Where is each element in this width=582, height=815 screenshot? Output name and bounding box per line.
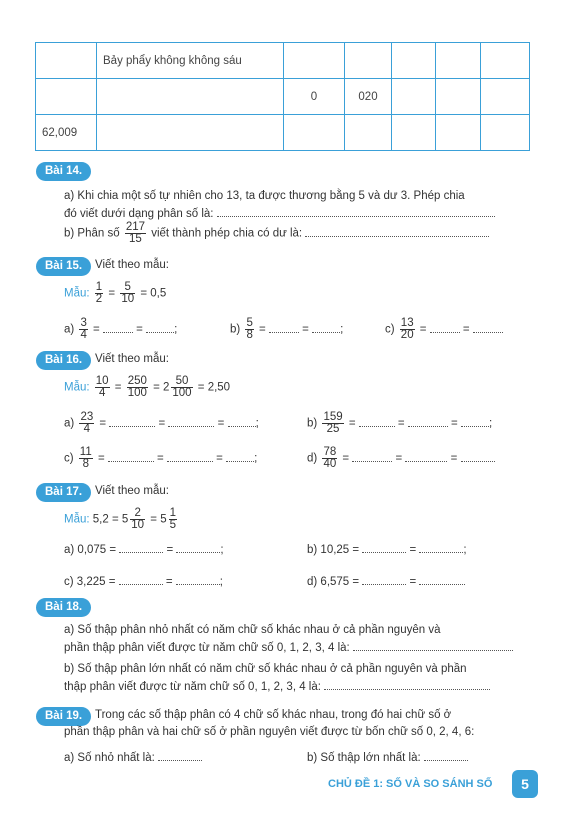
- table-cell: [436, 43, 481, 79]
- table-cell: 0: [284, 79, 345, 115]
- b14-a2-text: đó viết dưới dạng phân số là:: [64, 208, 214, 220]
- numerator: 50: [171, 376, 192, 388]
- fraction: [127, 376, 148, 399]
- b19-line-1: Trong các số thập phân có 4 chữ số khác nhau, trong đó hai chữ số ở: [95, 709, 452, 721]
- table-cell: [345, 43, 392, 79]
- fraction: [79, 447, 93, 470]
- table-cell: [284, 115, 345, 151]
- result: = 0,5: [140, 287, 167, 300]
- fraction: [130, 508, 145, 531]
- denominator: 10: [131, 519, 145, 531]
- b17-example: [64, 508, 179, 531]
- answer-blank[interactable]: [405, 451, 447, 462]
- example-label: Mẫu:: [64, 381, 90, 394]
- table-cell: [481, 79, 530, 115]
- numerator: 2: [130, 508, 145, 520]
- denominator: 4: [83, 423, 91, 435]
- b18-line-b2: [64, 679, 490, 693]
- fraction: [169, 508, 177, 531]
- b18-b2-text: thập phân viết được từ năm chữ số 0, 1, 2, 3, 4 là:: [64, 681, 321, 693]
- table-cell: Bảy phẩy không không sáu: [97, 43, 284, 79]
- item-text: a) 0,075 =: [64, 544, 117, 556]
- example-mid: = 5: [150, 513, 167, 526]
- b14-b-pre: b) Phân số: [64, 227, 120, 240]
- fraction: [79, 318, 87, 341]
- b16-item-a: a) $\frac{23}{4}$ = = = ;: [64, 411, 259, 435]
- b15-item-b: b) $\frac{5}{8}$ = = ;: [230, 317, 344, 341]
- exercise-badge-18: Bài 18.: [36, 598, 91, 617]
- answer-blank[interactable]: [353, 640, 513, 651]
- exercise-badge-14: Bài 14.: [36, 162, 91, 181]
- denominator: 5: [169, 519, 176, 531]
- b18-a2-text: phần thập phân viết được từ năm chữ số 0, 1, 2, 3, 4 là:: [64, 642, 350, 654]
- table-cell: [392, 79, 436, 115]
- answer-blank[interactable]: [167, 451, 213, 462]
- answer-blank[interactable]: [408, 416, 448, 427]
- chapter-title: CHỦ ĐỀ 1: SỐ VÀ SO SÁNH SỐ: [328, 778, 493, 790]
- table-cell: [36, 79, 97, 115]
- table-cell: [392, 115, 436, 151]
- b17-item-c: c) 3,225 = = ;: [64, 576, 223, 588]
- item-label: c): [385, 323, 395, 336]
- table-cell: [97, 79, 284, 115]
- item-label: a): [64, 323, 75, 336]
- item-label: b): [307, 417, 318, 430]
- denominator: 100: [172, 387, 192, 399]
- b14-line-b: [64, 222, 489, 245]
- b17-item-a: a) 0,075 = = ;: [64, 544, 224, 556]
- denominator: 15: [129, 233, 142, 245]
- b19-line-2: phần thập phân và hai chữ số ở phần nguyên viết được từ bốn chữ số 0, 2, 4, 6:: [64, 726, 475, 738]
- numerator: 5: [120, 282, 135, 294]
- answer-blank[interactable]: [419, 542, 463, 553]
- table-cell: [284, 43, 345, 79]
- answer-blank[interactable]: [419, 574, 465, 585]
- answer-blank[interactable]: [119, 574, 163, 585]
- table-cell: [345, 115, 392, 151]
- item-label: b): [230, 323, 241, 336]
- numerator: 217: [125, 221, 146, 233]
- item-label: c): [64, 452, 74, 465]
- numerator: 1: [169, 507, 176, 519]
- exercise-badge-17: Bài 17.: [36, 483, 91, 502]
- fraction: [95, 282, 103, 305]
- b18-line-a1: a) Số thập phân nhỏ nhất có năm chữ số khác nhau ở cả phần nguyên và: [64, 624, 441, 636]
- denominator: 4: [80, 329, 87, 341]
- fraction: [79, 412, 94, 435]
- answer-blank[interactable]: [430, 322, 460, 333]
- fraction: [171, 376, 192, 399]
- item-text: c) 3,225 =: [64, 576, 116, 588]
- b15-item-c: c) $\frac{13}{20}$ = =: [385, 318, 503, 341]
- denominator: 8: [82, 458, 89, 470]
- denominator: 100: [127, 387, 147, 399]
- answer-blank[interactable]: [176, 542, 220, 553]
- b17-title: Viết theo mẫu:: [95, 485, 169, 497]
- fraction: [322, 447, 337, 470]
- answer-blank[interactable]: [109, 416, 155, 427]
- b16-title: Viết theo mẫu:: [95, 353, 169, 365]
- b19-item-b: [307, 750, 468, 764]
- answer-blank[interactable]: [424, 750, 468, 761]
- number-table: [35, 42, 530, 151]
- numerator: 250: [127, 375, 147, 387]
- b18-line-a2: [64, 640, 513, 654]
- table-cell: [436, 79, 481, 115]
- b16-item-d: d) $\frac{78}{40}$ = = =: [307, 447, 495, 470]
- denominator: 25: [326, 423, 340, 435]
- b18-line-b1: b) Số thập phân lớn nhất có năm chữ số khác nhau ở cả phần nguyên và phần: [64, 663, 467, 675]
- denominator: 40: [323, 458, 337, 470]
- example-start: 5,2 = 5: [92, 513, 129, 526]
- answer-blank[interactable]: [269, 322, 299, 333]
- b17-item-b: b) 10,25 = = ;: [307, 544, 467, 556]
- answer-blank[interactable]: [146, 322, 174, 333]
- denominator: 4: [98, 387, 106, 399]
- b16-item-b: b) $\frac{159}{25}$ = = = ;: [307, 411, 493, 435]
- fraction: [120, 282, 135, 305]
- table-cell: [481, 43, 530, 79]
- equals: =: [108, 287, 116, 300]
- numerator: 11: [79, 446, 92, 458]
- table-cell: [436, 115, 481, 151]
- answer-blank[interactable]: [119, 542, 163, 553]
- result: = 2,50: [197, 381, 231, 394]
- numerator: 1: [95, 281, 103, 293]
- b14-b-post: viết thành phép chia có dư là:: [151, 227, 303, 240]
- table-cell: 62,009: [36, 115, 97, 151]
- b15-item-a: a) $\frac{3}{4}$ = = ;: [64, 317, 178, 341]
- b15-title: Viết theo mẫu:: [95, 259, 169, 271]
- exercise-badge-16: Bài 16.: [36, 351, 91, 370]
- denominator: 8: [246, 329, 253, 341]
- fraction: [125, 222, 146, 245]
- exercise-badge-19: Bài 19.: [36, 707, 91, 726]
- b16-example: Mẫu: $\frac{10}{4}$ = $\frac{250}{100}$ = 2 $\frac{50}{100}$ = 2,50: [64, 375, 231, 399]
- answer-blank[interactable]: [176, 574, 220, 585]
- table-cell: [97, 115, 284, 151]
- answer-blank[interactable]: [103, 322, 133, 333]
- fraction: [95, 376, 110, 399]
- answer-blank[interactable]: [305, 226, 489, 237]
- numerator: 159: [323, 411, 343, 423]
- numerator: 13: [400, 317, 414, 329]
- numerator: 78: [323, 446, 337, 458]
- denominator: 10: [121, 293, 135, 305]
- b14-line-a1: a) Khi chia một số tự nhiên cho 13, ta được thương bằng 5 và dư 3. Phép chia: [64, 190, 465, 202]
- item-text: b) 10,25 =: [307, 544, 360, 556]
- table-cell: 020: [345, 79, 392, 115]
- table-row: [36, 79, 530, 115]
- table-cell: [481, 115, 530, 151]
- table-row: [36, 115, 530, 151]
- answer-blank[interactable]: [228, 416, 256, 427]
- denominator: 2: [95, 293, 103, 305]
- item-text: a) Số nhỏ nhất là:: [64, 752, 155, 764]
- numerator: 10: [95, 375, 109, 387]
- answer-blank[interactable]: [217, 206, 495, 217]
- fraction: [400, 318, 415, 341]
- answer-blank[interactable]: [158, 750, 202, 761]
- answer-blank[interactable]: [362, 574, 406, 585]
- b19-item-a: [64, 750, 202, 764]
- item-text: d) 6,575 =: [307, 576, 360, 588]
- example-label: Mẫu:: [64, 513, 90, 526]
- fraction: [322, 412, 343, 435]
- answer-blank[interactable]: [108, 451, 154, 462]
- whole-part: 2: [162, 381, 170, 394]
- answer-blank[interactable]: [312, 322, 340, 333]
- answer-blank[interactable]: [473, 322, 503, 333]
- numerator: 23: [80, 411, 94, 423]
- table-cell: [36, 43, 97, 79]
- b16-item-c: c) $\frac{11}{8}$ = = = ;: [64, 446, 258, 470]
- b14-line-a2: [64, 206, 495, 220]
- answer-blank[interactable]: [352, 451, 392, 462]
- item-label: d): [307, 452, 318, 465]
- answer-blank[interactable]: [461, 416, 489, 427]
- fraction: [245, 318, 253, 341]
- example-label: Mẫu:: [64, 287, 90, 300]
- item-label: a): [64, 417, 75, 430]
- answer-blank[interactable]: [324, 679, 490, 690]
- b15-example: [64, 282, 166, 305]
- denominator: 20: [400, 329, 414, 341]
- exercise-badge-15: Bài 15.: [36, 257, 91, 276]
- item-text: b) Số thập lớn nhất là:: [307, 752, 421, 764]
- table-row: [36, 43, 530, 79]
- answer-blank[interactable]: [168, 416, 214, 427]
- b17-item-d: d) 6,575 = =: [307, 574, 465, 588]
- page-number: 5: [512, 770, 538, 798]
- answer-blank[interactable]: [226, 451, 254, 462]
- answer-blank[interactable]: [359, 416, 395, 427]
- answer-blank[interactable]: [461, 451, 495, 462]
- numerator: 3: [80, 317, 87, 329]
- numerator: 5: [246, 317, 253, 329]
- table-cell: [392, 43, 436, 79]
- answer-blank[interactable]: [362, 542, 406, 553]
